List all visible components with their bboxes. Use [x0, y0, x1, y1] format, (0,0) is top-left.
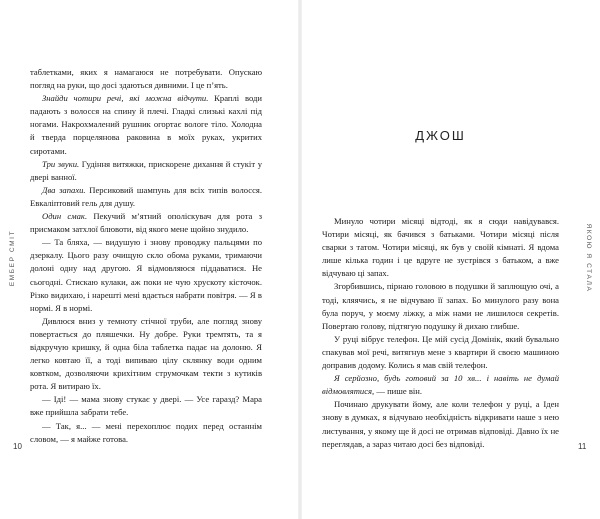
paragraph: [30, 315, 262, 394]
paragraph: [30, 66, 262, 92]
paragraph: [30, 393, 262, 419]
paragraph: [322, 398, 559, 450]
paragraph: [30, 236, 262, 315]
text-run: Згорбившись, пірнаю головою в подушки й заплющую очі, а тоді, кляячись, я не відчуваю її запах. Бо минулого разу вона була поруч, у моєму ліжку, а між нами не лишилося секретів. Повертаю голову, підтягую подушку й дихаю глибше.: [322, 281, 559, 331]
paragraph: [322, 372, 559, 398]
paragraph: [322, 333, 559, 372]
text-run: — Так, я... — мені перехоплює подих перед останнім словом, — я майже готова.: [30, 420, 262, 444]
italic-text: Два запахи.: [42, 184, 86, 195]
text-run: Краплі води падають з волосся на спину й плечі. Гладкі слизькі кахлі під ногами. Накрохмалений рушник огортає вологе тіло. Холодна й тверда порцелянова раковина в моїх руках, укритих сиротами.: [30, 93, 262, 156]
paragraph: [30, 420, 262, 446]
running-head-left: ЕМБЕР СМІТ: [9, 229, 16, 287]
italic-text: Один смак.: [42, 211, 88, 222]
page-number-right: 11: [578, 442, 587, 451]
text-run: Персиковий шампунь для всіх типів волосся. Евкаліптовий гель для душу.: [30, 184, 262, 208]
italic-text: Три звуки.: [42, 158, 80, 169]
chapter-title: ДЖОШ: [415, 128, 466, 143]
paragraph: [30, 92, 262, 157]
paragraph: [322, 280, 559, 332]
text-run: — Іді! — мама знову стукає у двері. — Усе гаразд? Мара вже прийшла забрати тебе.: [30, 394, 262, 418]
running-head-right: ЯКОЮ Я СТАЛА: [585, 223, 592, 293]
text-run: Пекучий м’ятний ополіскувач для рота з присмаком затхлої блювоти, від якого мене щойно знудило.: [30, 211, 262, 235]
text-run: Минуло чотири місяці відтоді, як я сюди навідувався. Чотири місяці, як бачився з батьками. Чотири місяці після сварки з татом. Чотири місяці, як був у своїй кімнаті. Я вдома лише кілька годин і це вдруге не зустрівся з батьком, а вже відчуваю ці запах.: [322, 216, 559, 279]
italic-text: Знайди чотири речі, які можна відчути.: [42, 93, 209, 104]
text-run: Дивлюся вниз у темноту стічної труби, але погляд знову повертається до пляшечки. Ну добре. Руки тремтять, та я відкручую кришку, й одна біла таблетка падає на долоню. Я легко ковтаю її, а тоді випиваю цілу склянку води одним ковтком, дозволяючи крихітним струмочкам текти з кутиків рота. Я витираю їх.: [30, 315, 262, 392]
left-page-body: [30, 66, 262, 446]
text-run: — Та бляха, — видушую і знову проводжу пальцями по дзеркалу. Цього разу очищую скло обома руками, тримаючи долоні одну над другою. Я відмовляюся піддаватися. Не сьогодні. Стискаю кулаки, аж поки не чую хрускоту кісточок. Різко видихаю, і нарешті мені вдається набрати повітря. — Я в нормі. Я в нормі.: [30, 237, 262, 313]
text-run: У руці вібрує телефон. Це мій сусід Домінік, який бувально спакував мої речі, витягнув мене з квартири й своєю машиною доправив додому. Колись я мав свій телефон.: [322, 333, 559, 371]
text-run: Гудіння витяжки, прискорене дихання й стукіт у двері ванної.: [30, 158, 263, 182]
right-page-body: [322, 215, 559, 451]
paragraph: [30, 158, 262, 184]
text-run: Починаю друкувати йому, але коли телефон у руці, а Іден знову в думках, я відчуваю необхідність відкривати наше з нею листування, у якому ще й досі не отримав відповіді. Давно їх не переглядав, а зараз читаю досі без відповіді.: [322, 399, 559, 449]
page-number-left: 10: [13, 442, 22, 451]
paragraph: [30, 210, 262, 236]
paragraph: [30, 184, 262, 210]
text-run: — пише він.: [374, 386, 423, 397]
paragraph: [322, 215, 559, 280]
text-run: таблетками, яких я намагаюся не потребувати. Опускаю погляд на руки, що досі здаються дивними. І це п’ять.: [30, 67, 262, 91]
italic-text: Я серйозно, будь готовий за 10 хв... і навіть не думай відмовлятися,: [322, 373, 559, 397]
